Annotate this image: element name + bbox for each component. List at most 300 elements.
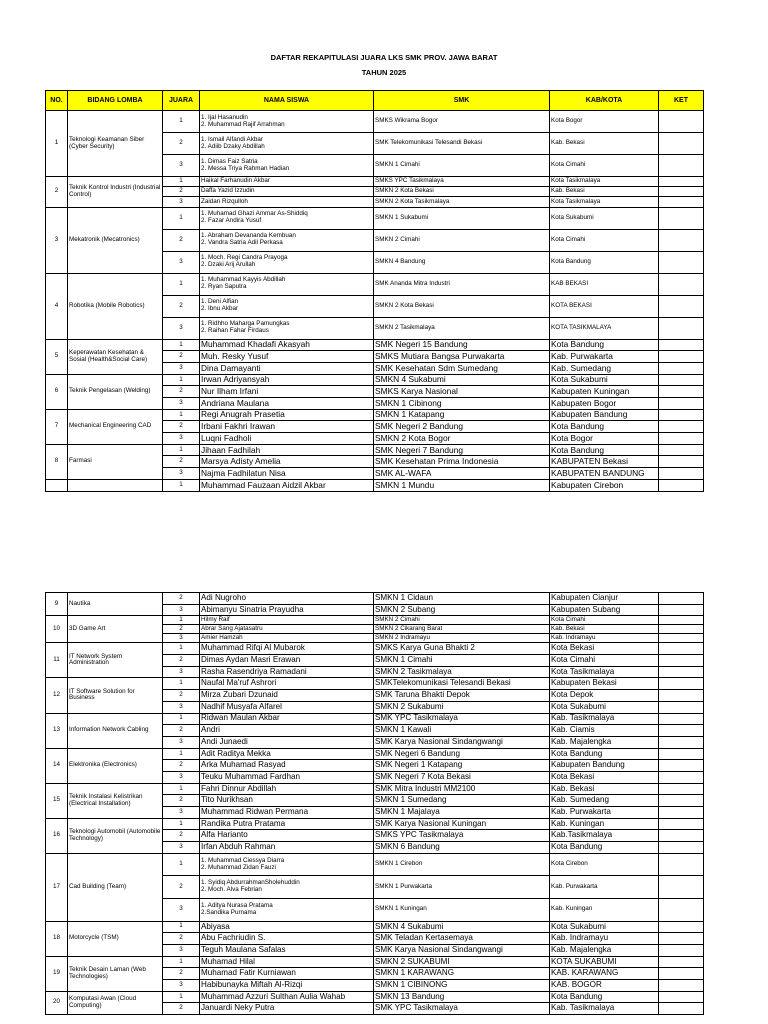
city-cell: Kab. Kuningan bbox=[550, 818, 659, 830]
competition-field: Teknik Instalasi Kelistrikan (Electrical Installation) bbox=[68, 783, 163, 818]
student-name-cell bbox=[200, 187, 374, 197]
table-row bbox=[46, 177, 704, 187]
student-name: 2. Vandra Satria Adil Perkasa bbox=[201, 239, 283, 247]
competition-field: Motorcycle (TSM) bbox=[68, 921, 163, 956]
student-name: Adi Nugroho bbox=[201, 592, 246, 602]
rank-cell: 3 bbox=[163, 944, 200, 956]
student-name-cell bbox=[200, 853, 374, 876]
city-cell: Kab. Bekasi bbox=[550, 187, 659, 197]
notes-cell bbox=[659, 944, 704, 956]
header-smk: SMK bbox=[374, 91, 550, 111]
rank-cell: 1 bbox=[163, 409, 200, 421]
school-cell: SMKN 1 Cibinong bbox=[374, 398, 550, 410]
competition-field: Farmasi bbox=[68, 444, 163, 479]
rank-cell: 2 bbox=[163, 625, 200, 634]
table-row bbox=[46, 207, 704, 229]
row-number: 7 bbox=[46, 409, 68, 444]
row-number: 6 bbox=[46, 374, 68, 409]
city-cell: Kota Cimahi bbox=[550, 655, 659, 667]
city-cell: Kota Sukabumi bbox=[550, 207, 659, 229]
notes-cell bbox=[659, 398, 704, 410]
city-cell: Kabupaten Subang bbox=[550, 604, 659, 616]
header-ket: KET bbox=[659, 91, 704, 111]
city-cell: Kab. Sumedang bbox=[550, 362, 659, 374]
notes-cell bbox=[659, 273, 704, 295]
student-name: Nur Ilham Irfani bbox=[201, 386, 259, 397]
header-no: NO. bbox=[46, 91, 68, 111]
student-name: Nadhif Musyafa Alfarel bbox=[201, 701, 282, 711]
notes-cell bbox=[659, 898, 704, 921]
header-nama-siswa: NAMA SISWA bbox=[200, 91, 374, 111]
student-name: Randika Putra Pratama bbox=[201, 818, 286, 828]
city-cell: Kab. Ciamis bbox=[550, 725, 659, 737]
school-cell: SMK Kesehatan Prima Indonesia bbox=[374, 456, 550, 468]
student-name: 2. Adiib Dzaky Abdillah bbox=[201, 142, 265, 150]
city-cell: Kabupaten Cianjur bbox=[550, 593, 659, 605]
student-name: Najma Fadhilatun Nisa bbox=[201, 467, 286, 478]
student-name-cell bbox=[200, 456, 374, 468]
student-name: Dimas Aydan Masri Erawan bbox=[201, 655, 301, 665]
city-cell: Kota Bogor bbox=[550, 111, 659, 133]
rank-cell: 3 bbox=[163, 736, 200, 748]
city-cell: Kota Bandung bbox=[550, 748, 659, 760]
school-cell: SMKS Karya Guna Bhakti 2 bbox=[374, 643, 550, 655]
competition-field: IT Software Solution for Business bbox=[68, 678, 163, 713]
row-number: 2 bbox=[46, 177, 68, 208]
student-name: Marsya Adisty Amelia bbox=[201, 456, 281, 467]
school-cell: SMK Karya Nasional Sindangwangi bbox=[374, 944, 550, 956]
student-name-cell bbox=[200, 295, 374, 317]
row-number: 11 bbox=[46, 643, 68, 678]
student-name-cell bbox=[200, 783, 374, 795]
table-row bbox=[46, 111, 704, 133]
competition-field: Information Network Cabling bbox=[68, 713, 163, 748]
student-name: 2. Fazar Andira Yusuf bbox=[201, 217, 262, 225]
city-cell: KAB. BOGOR bbox=[550, 979, 659, 991]
student-name-cell bbox=[200, 933, 374, 945]
rank-cell: 1 bbox=[163, 273, 200, 295]
student-name: Muhammad Rifqi Al Mubarok bbox=[201, 643, 305, 653]
student-name-cell bbox=[200, 409, 374, 421]
rank-cell: 2 bbox=[163, 295, 200, 317]
rank-cell: 3 bbox=[163, 666, 200, 678]
rank-cell: 1 bbox=[163, 991, 200, 1003]
student-name: Abrar Sang Ajatasatru bbox=[201, 624, 263, 632]
school-cell: SMK Karya Nasional Sindangwangi bbox=[374, 736, 550, 748]
student-name-cell bbox=[200, 207, 374, 229]
school-cell: SMK Karya Nasional Kuningan bbox=[374, 818, 550, 830]
table-row bbox=[46, 339, 704, 351]
competition-field bbox=[68, 479, 163, 491]
student-name-cell bbox=[200, 921, 374, 933]
school-cell: SMK YPC Tasikmalaya bbox=[374, 1003, 550, 1015]
student-name: 1. Ridhho Maharga Pamungkas bbox=[201, 320, 290, 328]
student-name-cell bbox=[200, 362, 374, 374]
notes-cell bbox=[659, 979, 704, 991]
rank-cell: 3 bbox=[163, 468, 200, 480]
school-cell: SMKN 2 SUKABUMI bbox=[374, 956, 550, 968]
student-name: Amier Hamzah bbox=[201, 633, 243, 641]
city-cell: KOTA BEKASI bbox=[550, 295, 659, 317]
rank-cell: 1 bbox=[163, 713, 200, 725]
notes-cell bbox=[659, 625, 704, 634]
notes-cell bbox=[659, 616, 704, 625]
student-name-cell bbox=[200, 713, 374, 725]
student-name-cell bbox=[200, 133, 374, 155]
notes-cell bbox=[659, 956, 704, 968]
student-name: 1. Syidiq AbdurrahmanSholehuddin bbox=[201, 879, 300, 887]
city-cell: KAB. KARAWANG bbox=[550, 968, 659, 980]
rank-cell: 2 bbox=[163, 933, 200, 945]
student-name: 1. Moch. Regi Candra Prayoga bbox=[201, 254, 288, 262]
table-row bbox=[46, 678, 704, 690]
student-name-cell bbox=[200, 678, 374, 690]
table-row bbox=[46, 479, 704, 491]
student-name: Muhammad Ridwan Permana bbox=[201, 806, 309, 816]
notes-cell bbox=[659, 409, 704, 421]
school-cell: SMKN 2 Tasikmalaya bbox=[374, 666, 550, 678]
student-name: 1. Muhamad Ghazi Ammar As-Shiddiq bbox=[201, 210, 308, 218]
notes-cell bbox=[659, 643, 704, 655]
city-cell: KOTA SUKABUMI bbox=[550, 956, 659, 968]
student-name-cell bbox=[200, 625, 374, 634]
school-cell: SMK Telekomunikasi Telesandi Bekasi bbox=[374, 133, 550, 155]
student-name-cell bbox=[200, 701, 374, 713]
notes-cell bbox=[659, 317, 704, 339]
city-cell: Kota Bandung bbox=[550, 421, 659, 433]
city-cell: Kota Sukabumi bbox=[550, 921, 659, 933]
rank-cell: 1 bbox=[163, 111, 200, 133]
student-name: 1. Ismail Alfandi Akbar bbox=[201, 135, 263, 143]
student-name: Habibunayka Miftah Al-Rizqi bbox=[201, 979, 303, 989]
student-name-cell bbox=[200, 690, 374, 702]
city-cell: Kota Sukabumi bbox=[550, 374, 659, 386]
school-cell: SMKN 1 Sukabumi bbox=[374, 207, 550, 229]
notes-cell bbox=[659, 421, 704, 433]
student-name: Muhammad Khadafi Akasyah bbox=[201, 339, 310, 350]
table-row bbox=[46, 783, 704, 795]
city-cell: Kab. Sumedang bbox=[550, 795, 659, 807]
recap-table-page-1 bbox=[45, 90, 704, 492]
school-cell: SMKN 4 Bandung bbox=[374, 251, 550, 273]
rank-cell: 1 bbox=[163, 643, 200, 655]
student-name: Haikal Farhanudin Akbar bbox=[201, 177, 270, 185]
table-row bbox=[46, 643, 704, 655]
city-cell: Kab. Tasikmalaya bbox=[550, 713, 659, 725]
student-name-cell bbox=[200, 593, 374, 605]
notes-cell bbox=[659, 295, 704, 317]
row-number: 3 bbox=[46, 207, 68, 273]
student-name-cell bbox=[200, 155, 374, 177]
table-row bbox=[46, 956, 704, 968]
competition-field: Teknik Desain Laman (Web Technologies) bbox=[68, 956, 163, 991]
notes-cell bbox=[659, 783, 704, 795]
student-name-cell bbox=[200, 643, 374, 655]
student-name: 1. Dimas Faiz Satria bbox=[201, 157, 258, 165]
school-cell: SMKN 1 Sumedang bbox=[374, 795, 550, 807]
student-name: 1. Muhammad Kayyis Abdillah bbox=[201, 276, 286, 284]
school-cell: SMK Negeri 7 Kota Bekasi bbox=[374, 771, 550, 783]
city-cell: Kab. Indramayu bbox=[550, 634, 659, 643]
student-name: Regi Anugrah Prasetia bbox=[201, 409, 285, 420]
table-header-row bbox=[46, 91, 704, 111]
student-name: Arka Muhamad Rasyad bbox=[201, 760, 286, 770]
competition-field: Teknologi Keamanan Siber (Cyber Security) bbox=[68, 111, 163, 177]
student-name-cell bbox=[200, 898, 374, 921]
rank-cell: 1 bbox=[163, 374, 200, 386]
student-name: 2. Muhammad Rajif Arrahman bbox=[201, 120, 285, 128]
row-number: 14 bbox=[46, 748, 68, 783]
notes-cell bbox=[659, 187, 704, 197]
school-cell: SMKN 2 Tasikmalaya bbox=[374, 317, 550, 339]
school-cell: SMKN 2 Kota Bogor bbox=[374, 433, 550, 445]
student-name-cell bbox=[200, 339, 374, 351]
rank-cell: 3 bbox=[163, 842, 200, 854]
student-name: Teguh Maulana Safalas bbox=[201, 944, 286, 954]
document-subtitle: TAHUN 2025 bbox=[361, 68, 407, 77]
competition-field: Keperawatan Kesehatan & Sosial (Health&Social Care) bbox=[68, 339, 163, 374]
city-cell: Kab. Indramayu bbox=[550, 933, 659, 945]
notes-cell bbox=[659, 362, 704, 374]
school-cell: SMKS YPC Tasikmalaya bbox=[374, 830, 550, 842]
row-number: 15 bbox=[46, 783, 68, 818]
notes-cell bbox=[659, 197, 704, 207]
student-name-cell bbox=[200, 351, 374, 363]
student-name: Januardi Neky Putra bbox=[201, 1003, 275, 1013]
row-number: 18 bbox=[46, 921, 68, 956]
school-cell: SMKS Mutiara Bangsa Purwakarta bbox=[374, 351, 550, 363]
rank-cell: 3 bbox=[163, 317, 200, 339]
rank-cell: 3 bbox=[163, 898, 200, 921]
student-name: Daffa Yazid Izzudin bbox=[201, 187, 255, 195]
school-cell: SMK Ananda Mitra Industri bbox=[374, 273, 550, 295]
rank-cell: 2 bbox=[163, 830, 200, 842]
school-cell: SMKN 1 Kuningan bbox=[374, 898, 550, 921]
student-name: Luqni Fadholi bbox=[201, 432, 252, 443]
school-cell: SMKTelekomunikasi Telesandi Bekasi bbox=[374, 678, 550, 690]
student-name: Andi Junaedi bbox=[201, 736, 248, 746]
notes-cell bbox=[659, 177, 704, 187]
notes-cell bbox=[659, 830, 704, 842]
row-number: 16 bbox=[46, 818, 68, 853]
city-cell: Kota Bandung bbox=[550, 339, 659, 351]
city-cell: KABUPATEN BANDUNG bbox=[550, 468, 659, 480]
city-cell: KAB BEKASI bbox=[550, 273, 659, 295]
school-cell: SMK Negeri 7 Bandung bbox=[374, 444, 550, 456]
student-name-cell bbox=[200, 197, 374, 207]
rank-cell: 3 bbox=[163, 251, 200, 273]
notes-cell bbox=[659, 374, 704, 386]
recap-table-page-2 bbox=[45, 592, 704, 1015]
header-kab-kota: KAB/KOTA bbox=[550, 91, 659, 111]
school-cell: SMKN 2 Indramayu bbox=[374, 634, 550, 643]
student-name: Irbani Fakhri Irawan bbox=[201, 421, 276, 432]
student-name: Fahri Dinnur Abdillah bbox=[201, 783, 277, 793]
school-cell: SMK YPC Tasikmalaya bbox=[374, 713, 550, 725]
city-cell: Kabupaten Kuningan bbox=[550, 386, 659, 398]
student-name: Muh. Resky Yusuf bbox=[201, 351, 269, 362]
rank-cell: 1 bbox=[163, 956, 200, 968]
notes-cell bbox=[659, 853, 704, 876]
rank-cell: 2 bbox=[163, 690, 200, 702]
student-name: Muhamad Hilal bbox=[201, 956, 255, 966]
city-cell: Kabupaten Bekasi bbox=[550, 678, 659, 690]
student-name: Naufal Ma'ruf Ashrori bbox=[201, 678, 277, 688]
school-cell: SMKN 1 Kawali bbox=[374, 725, 550, 737]
school-cell: SMKN 1 Cimahi bbox=[374, 155, 550, 177]
school-cell: SMKN 6 Bandung bbox=[374, 842, 550, 854]
rank-cell: 2 bbox=[163, 795, 200, 807]
school-cell: SMKN 2 Sukabumi bbox=[374, 701, 550, 713]
school-cell: SMKS YPC Tasikmalaya bbox=[374, 177, 550, 187]
competition-field: IT Network System Administration bbox=[68, 643, 163, 678]
student-name-cell bbox=[200, 398, 374, 410]
student-name: 1. Abraham Devananda Kembuan bbox=[201, 232, 296, 240]
city-cell: Kota Cimahi bbox=[550, 155, 659, 177]
rank-cell: 2 bbox=[163, 1003, 200, 1015]
school-cell: SMKN 4 Sukabumi bbox=[374, 374, 550, 386]
student-name: 2.Sandika Purnama bbox=[201, 908, 257, 916]
rank-cell: 1 bbox=[163, 339, 200, 351]
student-name-cell bbox=[200, 818, 374, 830]
rank-cell: 2 bbox=[163, 655, 200, 667]
student-name-cell bbox=[200, 251, 374, 273]
table-row bbox=[46, 444, 704, 456]
notes-cell bbox=[659, 339, 704, 351]
rank-cell: 1 bbox=[163, 207, 200, 229]
school-cell: SMKN 2 Kota Bekasi bbox=[374, 295, 550, 317]
school-cell: SMKS Wikrama Bogor bbox=[374, 111, 550, 133]
row-number bbox=[46, 479, 68, 491]
table-row bbox=[46, 593, 704, 605]
school-cell: SMKN 1 Majalaya bbox=[374, 807, 550, 819]
school-cell: SMK AL-WAFA bbox=[374, 468, 550, 480]
student-name: 1. Ijal Hasanudin bbox=[201, 113, 248, 121]
table-row bbox=[46, 273, 704, 295]
notes-cell bbox=[659, 593, 704, 605]
student-name: Muhammad Fauzaan Aidzil Akbar bbox=[201, 479, 326, 490]
student-name: Tito Nurikhsan bbox=[201, 795, 253, 805]
notes-cell bbox=[659, 207, 704, 229]
notes-cell bbox=[659, 468, 704, 480]
rank-cell: 1 bbox=[163, 616, 200, 625]
table-body-page-2 bbox=[46, 593, 704, 1015]
school-cell: SMKN 1 CIBINONG bbox=[374, 979, 550, 991]
school-cell: SMK Negeri 2 Bandung bbox=[374, 421, 550, 433]
student-name: 1. Aditya Nurasa Pratama bbox=[201, 901, 273, 909]
student-name-cell bbox=[200, 736, 374, 748]
student-name: Adit Raditya Mekka bbox=[201, 748, 271, 758]
student-name-cell bbox=[200, 374, 374, 386]
row-number: 19 bbox=[46, 956, 68, 991]
rank-cell: 3 bbox=[163, 771, 200, 783]
notes-cell bbox=[659, 736, 704, 748]
student-name-cell bbox=[200, 795, 374, 807]
notes-cell bbox=[659, 725, 704, 737]
rank-cell: 2 bbox=[163, 456, 200, 468]
city-cell: Kota Bandung bbox=[550, 842, 659, 854]
student-name-cell bbox=[200, 444, 374, 456]
notes-cell bbox=[659, 818, 704, 830]
school-cell: SMKN 1 Cirebon bbox=[374, 853, 550, 876]
student-name: Andriana Maulana bbox=[201, 397, 269, 408]
school-cell: SMK Taruna Bhakti Depok bbox=[374, 690, 550, 702]
competition-field: Mekatronik (Mecatronics) bbox=[68, 207, 163, 273]
rank-cell: 1 bbox=[163, 783, 200, 795]
rank-cell: 2 bbox=[163, 229, 200, 251]
notes-cell bbox=[659, 111, 704, 133]
notes-cell bbox=[659, 604, 704, 616]
school-cell: SMKN 2 Cikarang Barat bbox=[374, 625, 550, 634]
student-name-cell bbox=[200, 433, 374, 445]
notes-cell bbox=[659, 748, 704, 760]
notes-cell bbox=[659, 701, 704, 713]
school-cell: SMKN 1 Mundu bbox=[374, 479, 550, 491]
rank-cell: 1 bbox=[163, 748, 200, 760]
school-cell: SMKN 2 Cimahi bbox=[374, 229, 550, 251]
rank-cell: 3 bbox=[163, 604, 200, 616]
student-name: 2. Messa Triya Rahman Hadian bbox=[201, 164, 290, 172]
student-name-cell bbox=[200, 968, 374, 980]
notes-cell bbox=[659, 655, 704, 667]
rank-cell: 2 bbox=[163, 133, 200, 155]
student-name: 2. Ryan Saputra bbox=[201, 283, 247, 291]
rank-cell: 3 bbox=[163, 807, 200, 819]
rank-cell: 3 bbox=[163, 634, 200, 643]
rank-cell: 2 bbox=[163, 593, 200, 605]
competition-field: Komputasi Awan (Cloud Computing) bbox=[68, 991, 163, 1014]
student-name: 1. Muhammad Ciessya Diarra bbox=[201, 856, 285, 864]
notes-cell bbox=[659, 155, 704, 177]
row-number: 4 bbox=[46, 273, 68, 339]
notes-cell bbox=[659, 991, 704, 1003]
city-cell: Kabupaten Bandung bbox=[550, 409, 659, 421]
school-cell: SMKN 1 Cimahi bbox=[374, 655, 550, 667]
table-row bbox=[46, 921, 704, 933]
student-name-cell bbox=[200, 273, 374, 295]
notes-cell bbox=[659, 795, 704, 807]
student-name: Alfa Harianto bbox=[201, 830, 248, 840]
notes-cell bbox=[659, 771, 704, 783]
rank-cell: 1 bbox=[163, 818, 200, 830]
rank-cell: 2 bbox=[163, 968, 200, 980]
competition-field: Elektronika (Electronics) bbox=[68, 748, 163, 783]
row-number: 13 bbox=[46, 713, 68, 748]
student-name: 2. Moch. Alva Febrian bbox=[201, 886, 262, 894]
student-name-cell bbox=[200, 748, 374, 760]
school-cell: SMK Teladan Kertasemaya bbox=[374, 933, 550, 945]
rank-cell: 2 bbox=[163, 876, 200, 899]
city-cell: Kab.Tasikmalaya bbox=[550, 830, 659, 842]
notes-cell bbox=[659, 921, 704, 933]
notes-cell bbox=[659, 229, 704, 251]
student-name: Zaidan Rizqulloh bbox=[201, 197, 248, 205]
table-row bbox=[46, 616, 704, 625]
notes-cell bbox=[659, 807, 704, 819]
student-name: Teuku Muhammad Fardhan bbox=[201, 771, 300, 781]
city-cell: Kota Depok bbox=[550, 690, 659, 702]
student-name-cell bbox=[200, 111, 374, 133]
notes-cell bbox=[659, 634, 704, 643]
school-cell: SMKN 1 Katapang bbox=[374, 409, 550, 421]
student-name-cell bbox=[200, 725, 374, 737]
student-name-cell bbox=[200, 317, 374, 339]
city-cell: Kab. Bekasi bbox=[550, 625, 659, 634]
student-name: Mirza Zubari Dzunaid bbox=[201, 690, 278, 700]
city-cell: Kab. Majalengka bbox=[550, 736, 659, 748]
city-cell: Kota Bandung bbox=[550, 444, 659, 456]
rank-cell: 2 bbox=[163, 760, 200, 772]
